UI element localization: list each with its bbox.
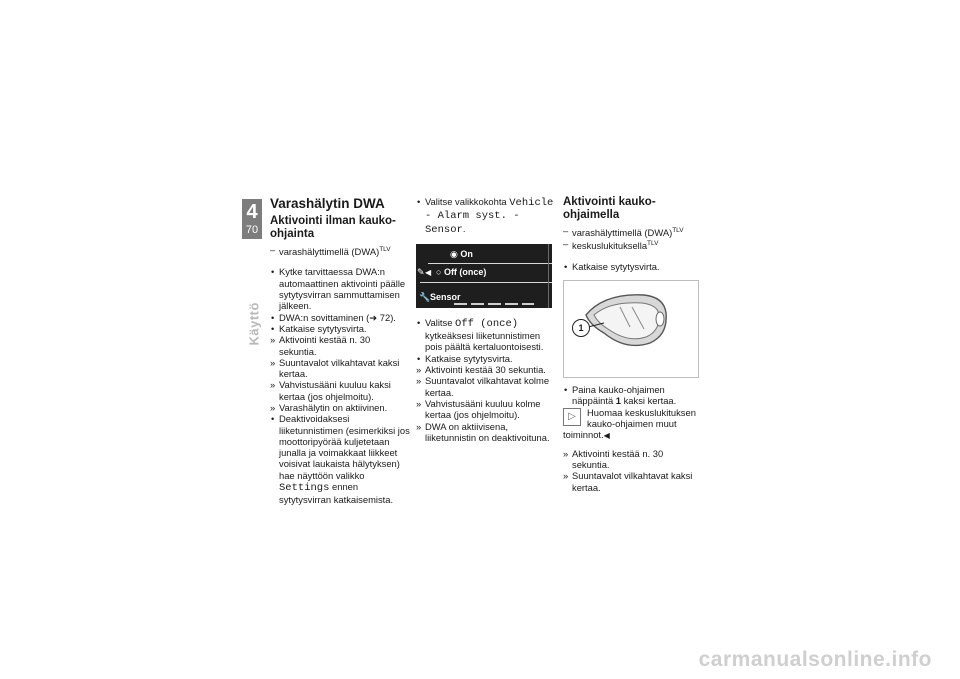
requirement: – keskuslukituksella$^{TLV}$ — [563, 238, 701, 251]
play-triangle-icon: ▷ — [563, 408, 581, 426]
arrow-left-icon: ◀ — [425, 267, 432, 277]
list-item: » Vahvistusääni kuuluu kaksi kertaa (jos ohjelmoitu). — [270, 379, 410, 402]
list-item: » Vahvistusääni kuuluu kolme kertaa (jos ohjelmoitu). — [416, 398, 554, 421]
steps-list — [416, 196, 554, 236]
list-item: » Suuntavalot vilkahtavat kaksi kertaa. — [563, 470, 701, 493]
steps-list — [270, 266, 410, 505]
remote-key-image — [563, 280, 699, 378]
list-item: » Aktivointi kestää n. 30 sekuntia. — [270, 334, 410, 357]
list-item: » Varashälytin on aktiivinen. — [270, 402, 410, 413]
list-item: • Katkaise sytytysvirta. — [270, 323, 410, 334]
steps-list — [563, 384, 701, 407]
section-heading-no-remote: Aktivointi ilman kauko-ohjainta — [270, 215, 396, 240]
results-list — [563, 448, 701, 493]
display-screenshot — [416, 244, 552, 308]
requirement: – varashälyttimellä (DWA)$^{TLV}$ — [563, 225, 701, 238]
watermark: carmanualsonline.info — [698, 648, 932, 671]
list-item: » Suuntavalot vilkahtavat kolme kertaa. — [416, 375, 554, 398]
list-item: » Suuntavalot vilkahtavat kaksi kertaa. — [270, 357, 410, 380]
column-1 — [270, 196, 410, 506]
list-item: » DWA on aktiivisena, liiketunnistin on deaktivoituna. — [416, 421, 554, 444]
list-item: • Katkaise sytytysvirta. — [416, 353, 554, 364]
wrench-icon: 🔧 — [419, 291, 431, 302]
menu-option-on: ◉ On — [450, 248, 473, 259]
list-item: • Katkaise sytytysvirta. — [563, 261, 701, 272]
pencil-icon: ✎ — [417, 266, 425, 277]
section-heading-remote: Aktivointi kauko-ohjaimella — [563, 196, 656, 221]
list-item: • Deaktivoidaksesi liiketunnistimen (esimerkiksi jos moottoripyörää kuljetetaan junalla ja voimakkaat liikkeet voisivat laukaista hälytyksen) hae näyttöön valikko Settings ennen sytytysvirran katkaisemista. — [270, 413, 410, 505]
list-item: » Aktivointi kestää n. 30 sekuntia. — [563, 448, 701, 471]
list-item: » Aktivointi kestää 30 sekuntia. — [416, 364, 554, 375]
column-2 — [416, 196, 554, 443]
list-item: • Valitse valikkokohta Vehicle - Alarm syst. - Sensor. — [416, 196, 554, 236]
column-3 — [563, 196, 701, 493]
list-item: • Kytke tarvittaessa DWA:n automaattinen aktivointi päälle sytytysvirran sammuttamisen jälkeen. — [270, 266, 410, 311]
steps-list — [416, 317, 554, 443]
steps-list — [563, 261, 701, 272]
callout-1: 1 — [572, 319, 590, 337]
note: ▷ Huomaa keskuslukituksen kauko-ohjaimen muut toiminnot.◀ — [563, 406, 696, 441]
page-number: 70 — [245, 224, 259, 236]
menu-option-off-once: ○ Off (once) — [436, 266, 487, 277]
chapter-number: 4 — [246, 201, 258, 223]
requirement: – varashälyttimellä (DWA)$^{TLV}$ — [270, 244, 410, 257]
list-item: • DWA:n sovittaminen (➜ 72). — [270, 312, 410, 323]
list-item: • Paina kauko-ohjaimen näppäintä 1 kaksi kertaa. — [563, 384, 701, 407]
page-title: Varashälytin DWA — [270, 196, 385, 211]
section-label: Käyttö — [246, 302, 262, 346]
chapter-tab — [242, 199, 262, 239]
menu-title-sensor: Sensor — [430, 291, 461, 302]
list-item: • Valitse Off (once) kytkeäksesi liiketunnistimen pois päältä kertaluontoisesti. — [416, 317, 554, 353]
